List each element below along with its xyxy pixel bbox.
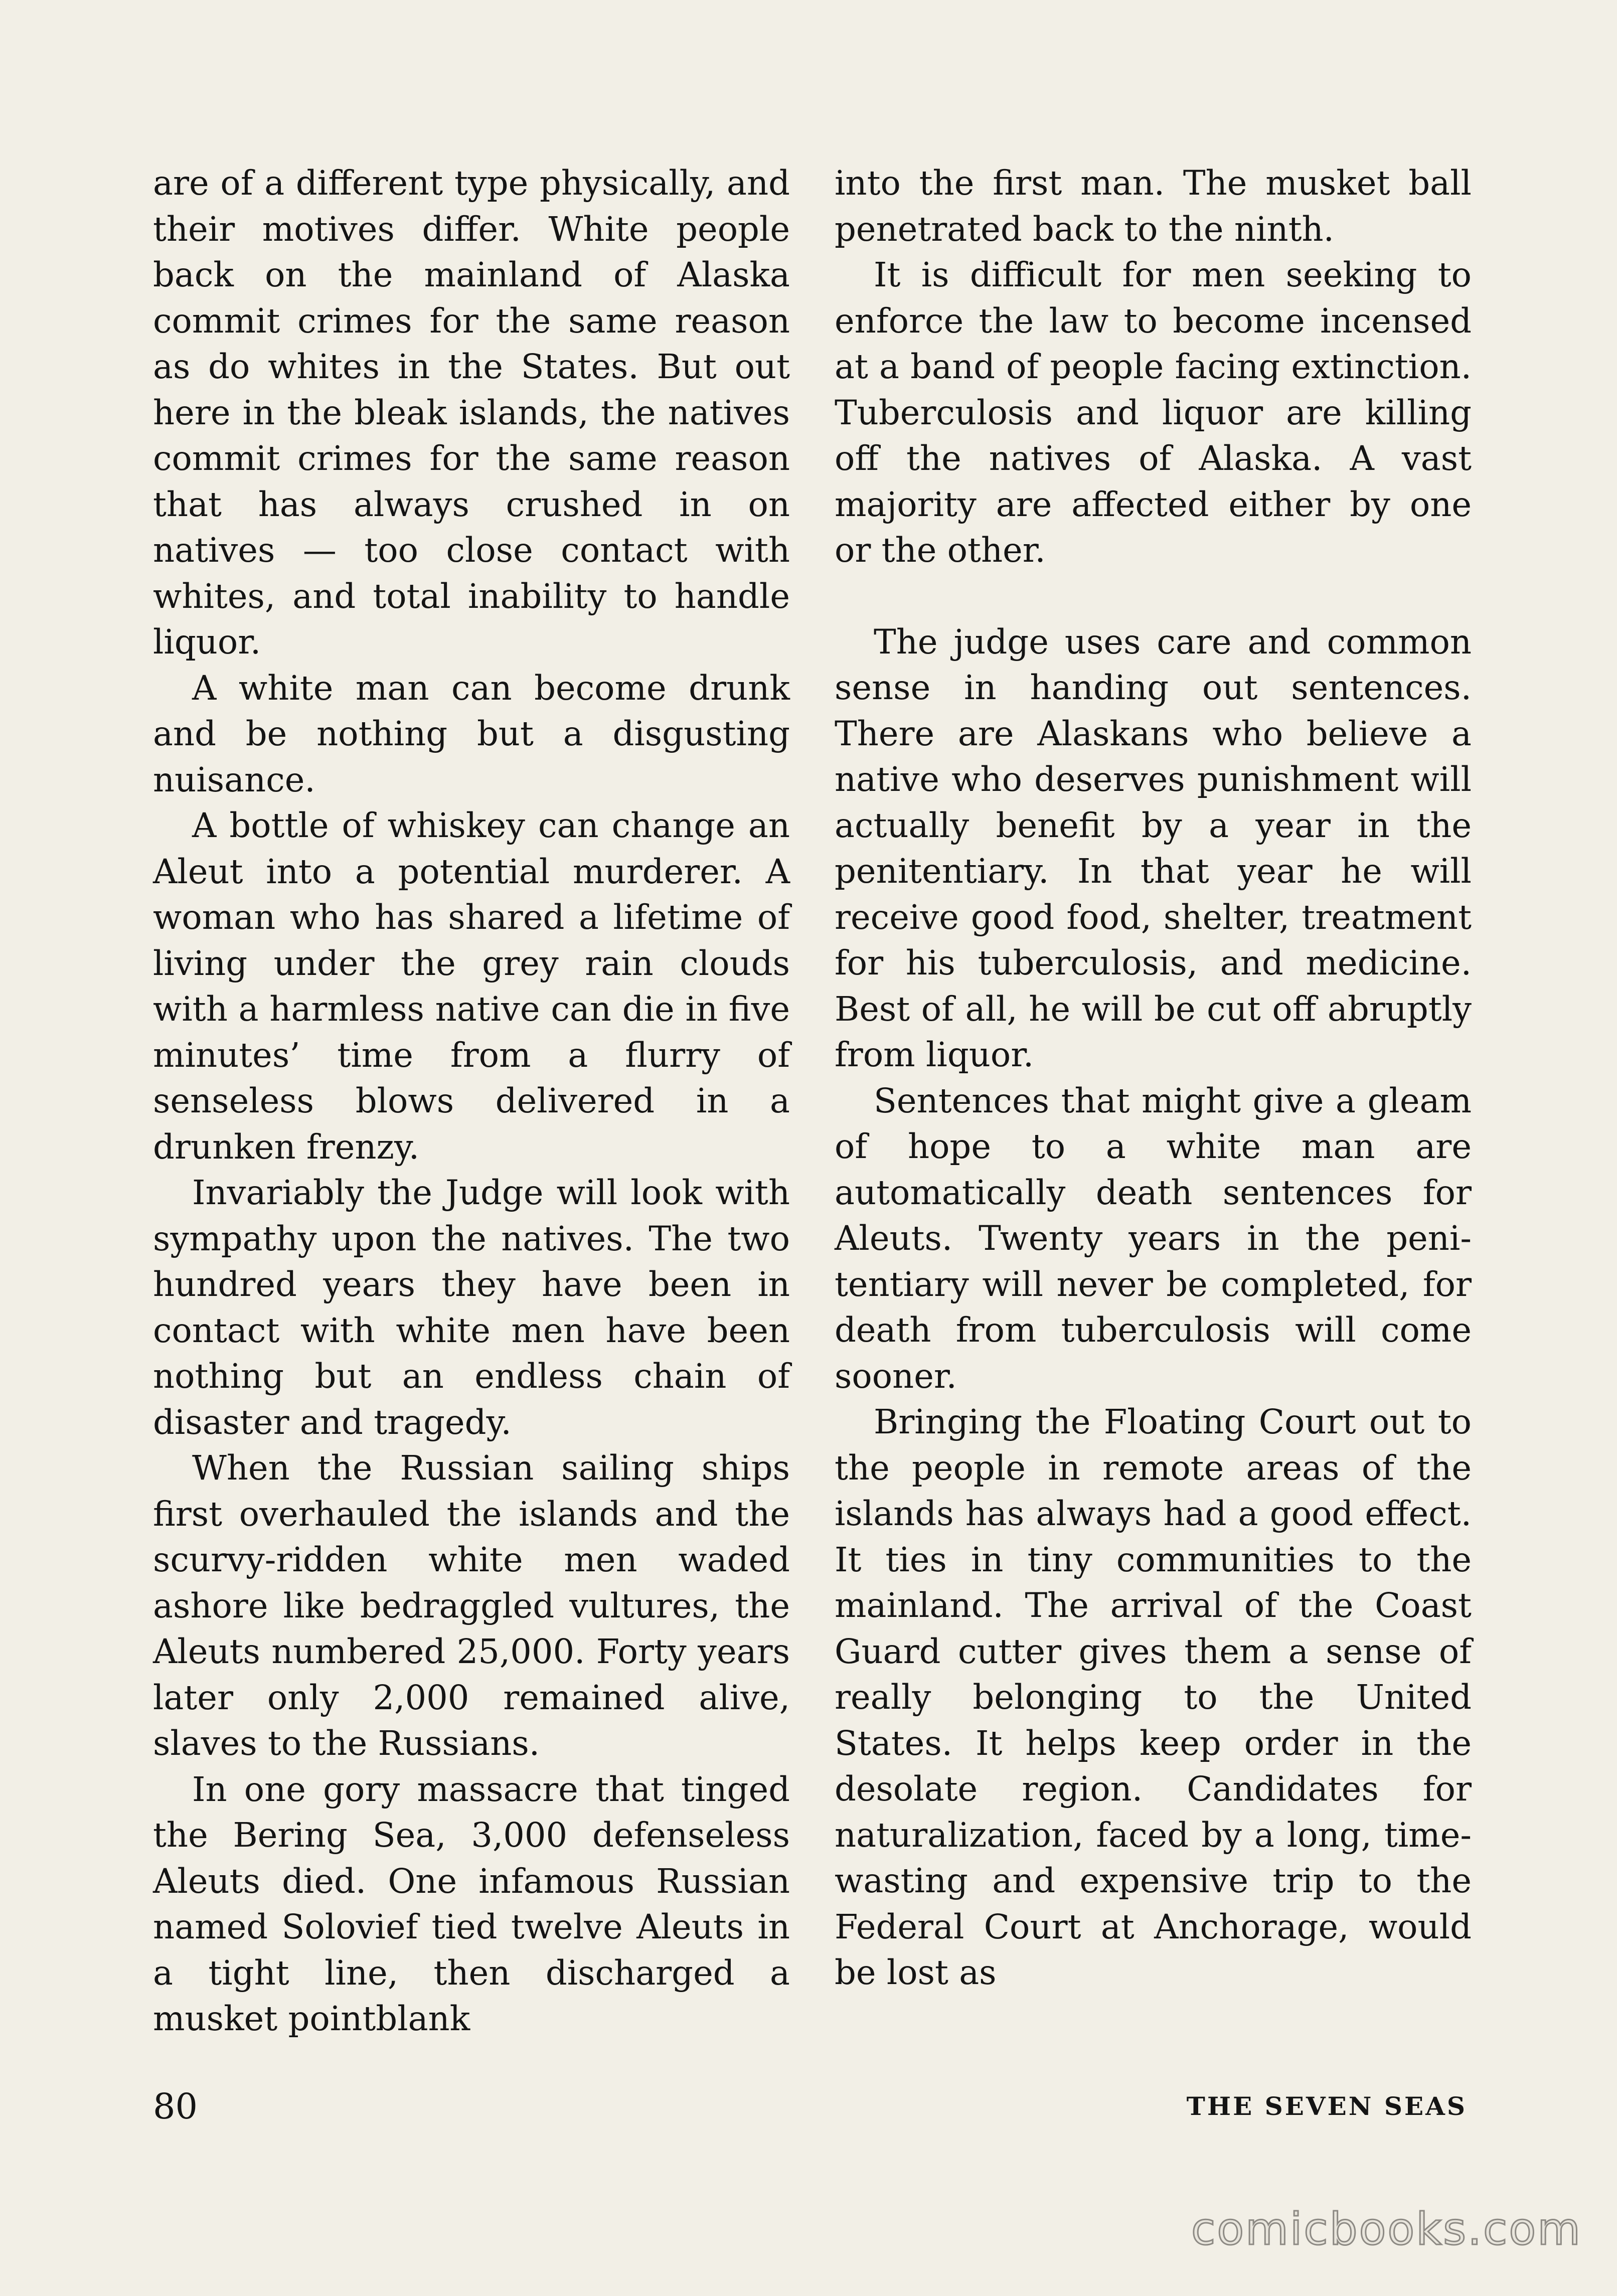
- paragraph: When the Russian sailing ships first overhauled the islands and the scurvy-ridden white men waded ashore like bedraggled vultures, the Aleuts numbered 25,000. Forty years later only 2,000 remained alive, slaves to the Russians.: [153, 1448, 790, 1763]
- paragraph: Bringing the Floating Court out to the people in remote areas of the islands has always had a good effect. It ties in tiny communities to the mainland. The arrival of the Coast Guard cutter gives them a sense of really belonging to the United States. It helps keep order in the desolate region. Candidates for naturalization, faced by a long, time-wasting and expensive trip to the Federal Court at Anchorage, would be lost as: [835, 1402, 1472, 1992]
- magazine-title: THE SEVEN SEAS: [1186, 2091, 1467, 2121]
- page-number: 80: [153, 2086, 198, 2127]
- paragraph-continuation: are of a different type physically, and their motives differ. White people back on the mainland of Alaska commit crimes for the same reason as do whites in the States. But out here in the bleak islands, the natives commit crimes for the same reason that has always crushed in on natives — too close contact with whites, and total inability to handle liquor.: [153, 163, 790, 662]
- paragraph: It is difficult for men seeking to enforce the law to become incensed at a band of people facing extinction. Tuberculosis and liquor are killing off the natives of Alaska. A vast majority are affected either by one or the other.: [835, 255, 1472, 570]
- paragraph: A white man can become drunk and be nothing but a disgusting nuisance.: [153, 668, 790, 799]
- paragraph-continuation: into the first man. The musket ball penetrated back to the ninth.: [835, 163, 1472, 249]
- paragraph: A bottle of whiskey can change an Aleut into a potential murderer. A woman who has shared a lifetime of living under the grey rain clouds with a harmless native can die in five minutes’ time from a flurry of senseless blows delivered in a drunken frenzy.: [153, 806, 790, 1167]
- paragraph: Invariably the Judge will look with sympathy upon the natives. The two hundred years they have been in contact with white men have been nothing but an endless chain of disaster and tragedy.: [153, 1173, 790, 1442]
- right-text-column: [835, 160, 1472, 1996]
- paragraph: Sentences that might give a gleam of hope to a white man are automatically death sentences for Aleuts. Twenty years in the penitentiary will never be completed, for death from tuberculosis will come sooner.: [835, 1081, 1472, 1396]
- paragraph: The judge uses care and common sense in handing out sentences. There are Alaskans who believe a native who deserves punishment will actually benefit by a year in the penitentiary. In that year he will receive good food, shelter, treatment for his tuberculosis, and medicine. Best of all, he will be cut off abruptly from liquor.: [835, 622, 1472, 1074]
- site-watermark: comicbooks.com: [1191, 2203, 1582, 2255]
- page-footer: [153, 2084, 1467, 2129]
- left-text-column: [153, 160, 790, 2042]
- paragraph: In one gory massacre that tinged the Bering Sea, 3,000 defenseless Aleuts died. One infamous Russian named Solovief tied twelve Aleuts in a tight line, then discharged a musket pointblank: [153, 1769, 790, 2038]
